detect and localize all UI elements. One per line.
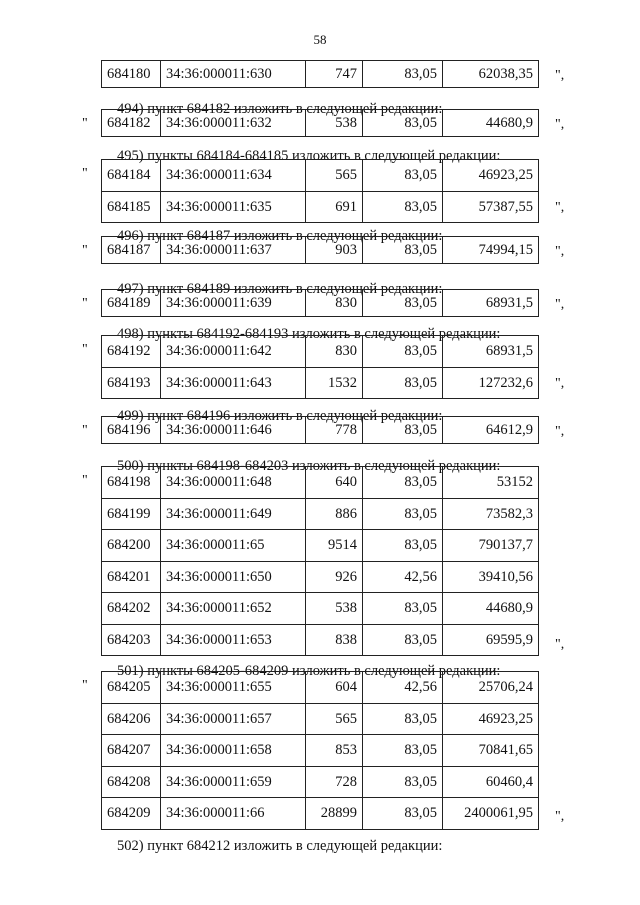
section-heading: 495) пункты 684184-684185 изложить в следующей редакции: [117,148,501,164]
amendment-table [101,109,539,137]
area-cell: 9514 [306,530,363,562]
rate-cell: 83,05 [363,160,443,192]
value-cell: 46923,25 [443,160,539,192]
table-row [102,766,539,798]
table-row [102,561,539,593]
rate-cell: 42,56 [363,561,443,593]
table-row [102,237,539,264]
item-number-cell: 684209 [102,798,161,830]
table-row [102,61,539,88]
value-cell: 68931,5 [443,290,539,317]
cadastral-number-cell: 34:36:000011:648 [161,467,306,499]
rate-cell: 83,05 [363,191,443,223]
table-row [102,530,539,562]
area-cell: 538 [306,110,363,137]
cadastral-number-cell: 34:36:000011:659 [161,766,306,798]
rate-cell: 83,05 [363,110,443,137]
section-heading: 499) пункт 684196 изложить в следующей редакции: [117,408,443,424]
value-cell: 46923,25 [443,703,539,735]
item-number-cell: 684193 [102,367,161,399]
rate-cell: 83,05 [363,798,443,830]
table-row [102,160,539,192]
opening-quote: " [82,473,88,488]
cadastral-number-cell: 34:36:000011:632 [161,110,306,137]
area-cell: 640 [306,467,363,499]
item-number-cell: 684200 [102,530,161,562]
section-heading: 494) пункт 684182 изложить в следующей редакции: [117,101,443,117]
area-cell: 830 [306,290,363,317]
rate-cell: 83,05 [363,336,443,368]
amendment-table [101,289,539,317]
table-row [102,191,539,223]
value-cell: 127232,6 [443,367,539,399]
cadastral-number-cell: 34:36:000011:643 [161,367,306,399]
table-row [102,703,539,735]
rate-cell: 42,56 [363,672,443,704]
closing-quote: ", [555,636,565,652]
value-cell: 39410,56 [443,561,539,593]
closing-quote: ", [555,424,565,439]
item-number-cell: 684201 [102,561,161,593]
table-row [102,593,539,625]
value-cell: 790137,7 [443,530,539,562]
value-cell: 57387,55 [443,191,539,223]
table-row [102,336,539,368]
area-cell: 903 [306,237,363,264]
opening-quote: " [82,243,88,258]
item-number-cell: 684205 [102,672,161,704]
opening-quote: " [82,166,88,181]
amendment-table [101,60,539,88]
table-row [102,624,539,656]
area-cell: 691 [306,191,363,223]
value-cell: 64612,9 [443,417,539,444]
section-heading: 502) пункт 684212 изложить в следующей редакции: [117,838,443,854]
opening-quote: " [82,678,88,693]
table-row [102,735,539,767]
cadastral-number-cell: 34:36:000011:653 [161,624,306,656]
rate-cell: 83,05 [363,624,443,656]
area-cell: 886 [306,498,363,530]
value-cell: 60460,4 [443,766,539,798]
rate-cell: 83,05 [363,703,443,735]
rate-cell: 83,05 [363,467,443,499]
rate-cell: 83,05 [363,593,443,625]
item-number-cell: 684196 [102,417,161,444]
rate-cell: 83,05 [363,417,443,444]
opening-quote: " [82,423,88,438]
section-heading: 498) пункты 684192-684193 изложить в следующей редакции: [117,326,501,342]
value-cell: 53152 [443,467,539,499]
rate-cell: 83,05 [363,237,443,264]
table-row [102,467,539,499]
item-number-cell: 684208 [102,766,161,798]
closing-quote: ", [555,244,565,259]
cadastral-number-cell: 34:36:000011:634 [161,160,306,192]
amendment-table [101,466,539,656]
cadastral-number-cell: 34:36:000011:66 [161,798,306,830]
item-number-cell: 684198 [102,467,161,499]
area-cell: 565 [306,160,363,192]
opening-quote: " [82,296,88,311]
rate-cell: 83,05 [363,367,443,399]
cadastral-number-cell: 34:36:000011:649 [161,498,306,530]
closing-quote: ", [555,809,565,824]
amendment-table [101,416,539,444]
table-row [102,290,539,317]
area-cell: 747 [306,61,363,88]
rate-cell: 83,05 [363,61,443,88]
table-row [102,110,539,137]
closing-quote: ", [555,375,565,391]
opening-quote: " [82,342,88,357]
item-number-cell: 684184 [102,160,161,192]
table-row [102,417,539,444]
rate-cell: 83,05 [363,766,443,798]
area-cell: 830 [306,336,363,368]
cadastral-number-cell: 34:36:000011:637 [161,237,306,264]
section-heading: 500) пункты 684198-684203 изложить в следующей редакции: [117,458,501,474]
item-number-cell: 684199 [102,498,161,530]
cadastral-number-cell: 34:36:000011:635 [161,191,306,223]
area-cell: 28899 [306,798,363,830]
cadastral-number-cell: 34:36:000011:658 [161,735,306,767]
closing-quote: ", [555,68,565,83]
table-row [102,672,539,704]
opening-quote: " [82,116,88,131]
area-cell: 728 [306,766,363,798]
value-cell: 25706,24 [443,672,539,704]
area-cell: 565 [306,703,363,735]
item-number-cell: 684202 [102,593,161,625]
closing-quote: ", [555,117,565,132]
value-cell: 2400061,95 [443,798,539,830]
rate-cell: 83,05 [363,735,443,767]
cadastral-number-cell: 34:36:000011:657 [161,703,306,735]
value-cell: 44680,9 [443,593,539,625]
area-cell: 853 [306,735,363,767]
area-cell: 604 [306,672,363,704]
value-cell: 69595,9 [443,624,539,656]
table-row [102,367,539,399]
value-cell: 68931,5 [443,336,539,368]
closing-quote: ", [555,199,565,215]
value-cell: 62038,35 [443,61,539,88]
rate-cell: 83,05 [363,498,443,530]
item-number-cell: 684187 [102,237,161,264]
cadastral-number-cell: 34:36:000011:639 [161,290,306,317]
amendment-table [101,159,539,223]
item-number-cell: 684189 [102,290,161,317]
item-number-cell: 684182 [102,110,161,137]
area-cell: 838 [306,624,363,656]
area-cell: 778 [306,417,363,444]
item-number-cell: 684192 [102,336,161,368]
cadastral-number-cell: 34:36:000011:65 [161,530,306,562]
amendment-table [101,236,539,264]
section-heading: 501) пункты 684205-684209 изложить в следующей редакции: [117,663,501,679]
section-heading: 497) пункт 684189 изложить в следующей редакции: [117,281,443,297]
cadastral-number-cell: 34:36:000011:642 [161,336,306,368]
cadastral-number-cell: 34:36:000011:630 [161,61,306,88]
item-number-cell: 684206 [102,703,161,735]
closing-quote: ", [555,297,565,312]
value-cell: 44680,9 [443,110,539,137]
table-row [102,498,539,530]
value-cell: 70841,65 [443,735,539,767]
item-number-cell: 684185 [102,191,161,223]
rate-cell: 83,05 [363,530,443,562]
value-cell: 73582,3 [443,498,539,530]
area-cell: 538 [306,593,363,625]
item-number-cell: 684207 [102,735,161,767]
cadastral-number-cell: 34:36:000011:652 [161,593,306,625]
value-cell: 74994,15 [443,237,539,264]
rate-cell: 83,05 [363,290,443,317]
item-number-cell: 684203 [102,624,161,656]
page-number: 58 [313,32,327,47]
item-number-cell: 684180 [102,61,161,88]
area-cell: 1532 [306,367,363,399]
cadastral-number-cell: 34:36:000011:646 [161,417,306,444]
cadastral-number-cell: 34:36:000011:650 [161,561,306,593]
amendment-table [101,671,539,830]
table-row [102,798,539,830]
amendment-table [101,335,539,399]
section-heading: 496) пункт 684187 изложить в следующей редакции: [117,228,443,244]
area-cell: 926 [306,561,363,593]
cadastral-number-cell: 34:36:000011:655 [161,672,306,704]
